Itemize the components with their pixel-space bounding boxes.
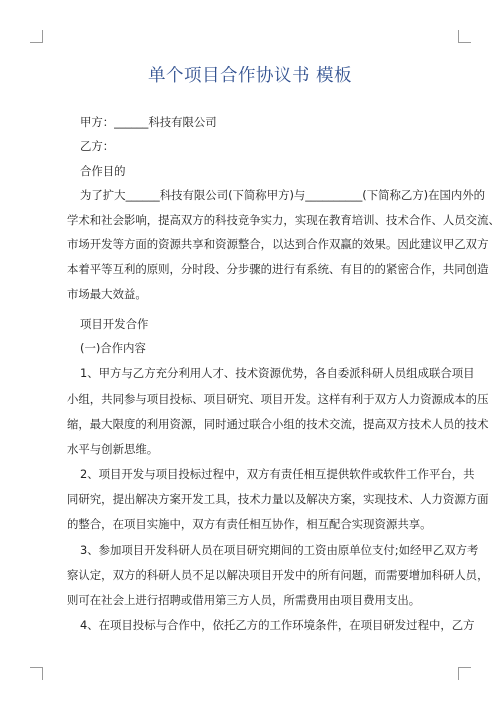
paragraph-line: 市场最大效益。 bbox=[67, 287, 147, 301]
paragraph-line: 同研究，提出解决方案开发工具，技术力量以及解决方案，实现技术、人力资源方面 bbox=[67, 492, 489, 506]
paragraph-line: 的整合，在项目实施中，双方有责任相互协作，相互配合实现资源共享。 bbox=[67, 517, 432, 531]
paragraph-line: 4、在项目投标与合作中，依托乙方的工作环境条件，在项目研发过程中，乙方 bbox=[80, 618, 475, 632]
section-heading-project-development: 项目开发合作 bbox=[80, 317, 149, 331]
page-corner-mark-top-right bbox=[458, 30, 471, 43]
paragraph-line: 为了扩大______科技有限公司(下简称甲方)与__________(下简称乙方)在国内外的 bbox=[80, 188, 486, 202]
paragraph-line: 察认定，双方的科研人员不足以解决项目开发中的所有问题，而需要增加科研人员， bbox=[67, 568, 489, 582]
page-corner-mark-bottom-right bbox=[458, 667, 471, 680]
paragraph-line: 市场开发等方面的资源共享和资源整合，以达到合作双赢的效果。因此建议甲乙双方 bbox=[67, 237, 489, 251]
document-title: 单个项目合作协议书 模板 bbox=[147, 66, 353, 86]
party-b-line: 乙方： bbox=[80, 139, 115, 153]
paragraph-line: 学术和社会影响，提高双方的科技竞争实力，实现在教育培训、技术合作、人员交流、 bbox=[67, 213, 500, 227]
party-a-line: 甲方：______科技有限公司 bbox=[80, 115, 217, 129]
subsection-heading-content: (一)合作内容 bbox=[80, 341, 146, 355]
paragraph-line: 2、项目开发与项目投标过程中，双方有责任相互提供软件或软件工作平台，共 bbox=[80, 467, 475, 481]
paragraph-line: 缩，最大限度的利用资源，同时通过联合小组的技术交流，提高双方技术人员的技术 bbox=[67, 417, 489, 431]
paragraph-line: 则可在社会上进行招聘或借用第三方人员，所需费用由项目费用支出。 bbox=[67, 593, 421, 607]
paragraph-line: 小组，共同参与项目投标、项目研究、项目开发。这样有利于双方人力资源成本的压 bbox=[67, 392, 489, 406]
page-corner-mark-top-left bbox=[30, 30, 43, 43]
paragraph-line: 本着平等互利的原则，分时段、分步骤的进行有系统、有目的的紧密合作，共同创造 bbox=[67, 262, 489, 276]
page-corner-mark-bottom-left bbox=[30, 667, 43, 680]
section-heading-purpose: 合作目的 bbox=[80, 164, 126, 178]
paragraph-line: 1、甲方与乙方充分利用人才、技术资源优势，各自委派科研人员组成联合项目 bbox=[80, 366, 475, 380]
paragraph-line: 水平与创新思维。 bbox=[67, 442, 159, 456]
paragraph-line: 3、参加项目开发科研人员在项目研究期间的工资由原单位支付;如经甲乙双方考 bbox=[80, 543, 479, 557]
